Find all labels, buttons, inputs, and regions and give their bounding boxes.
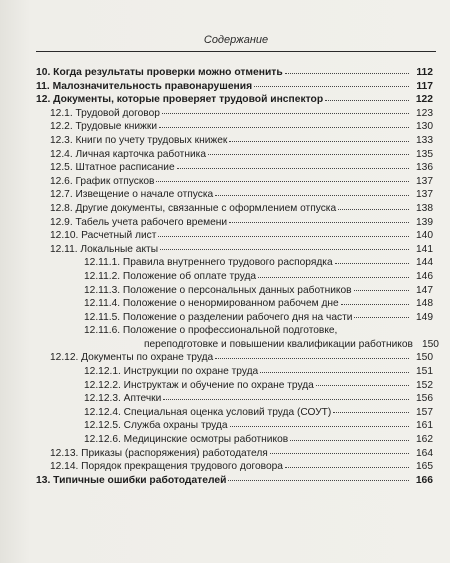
toc-entry [36,419,433,433]
toc-leader-dots [316,385,409,386]
toc-leader-dots [229,222,409,223]
toc-leader-dots [208,154,409,155]
toc-leader-dots [254,86,409,87]
toc-entry-page: 162 [416,434,433,446]
toc-entry [36,216,433,230]
toc-entry-title: 12.14. Порядок прекращения трудового договора [50,461,283,473]
toc-leader-dots [260,372,409,373]
toc-entry-title: 12.8. Другие документы, связанные с оформлением отпуска [50,202,337,214]
toc-leader-dots [229,141,409,142]
toc-entry-page: 150 [416,352,433,364]
toc-leader-dots [230,426,409,427]
toc-entry [36,256,433,270]
toc-leader-dots [215,358,409,359]
toc-entry-page: 140 [416,230,433,242]
toc-entry-title: 12.12. Документы по охране труда [50,352,214,364]
toc-entry-title: 12.2. Трудовые книжки [50,121,158,133]
toc-entry-title: 10. Когда результаты проверки можно отменить [36,67,283,78]
toc-entry [36,243,433,257]
toc-entry [36,297,433,311]
toc-entry-title: 12.5. Штатное расписание [50,162,175,174]
toc-entry-title: 12.11.6. Положение о профессиональной подготовке, [84,325,338,337]
toc-entry-page: 138 [416,202,433,214]
toc-entry [36,93,433,107]
toc-leader-dots [156,181,409,182]
toc-leader-dots [158,236,409,237]
toc-entry [36,107,433,121]
toc-entry-title: 12. Документы, которые проверяет трудовой инспектор [36,94,324,106]
toc-leader-dots [285,467,409,468]
toc-entry-page: 144 [416,257,433,269]
toc-entry-page: 133 [416,134,433,146]
toc-entry-title: 12.11.4. Положение о ненормированном рабочем дне [84,298,339,310]
toc-leader-dots [333,412,409,413]
toc-leader-dots [258,277,409,278]
toc-entry-page: 156 [416,393,433,405]
toc-entry-page: 137 [416,175,433,187]
running-header: Содержание [203,34,269,46]
toc-entry-title: 12.4. Личная карточка работника [50,148,207,160]
toc-entry [36,351,433,365]
toc-entry-page: 137 [416,189,433,201]
toc-entry [36,80,433,94]
toc-entry [36,66,433,80]
toc-leader-dots [325,100,409,101]
toc-entry-page: 148 [416,298,433,310]
toc-entry [36,148,433,162]
toc-leader-dots [215,195,409,196]
toc-entry-page: 150 [421,338,439,350]
toc-entry-title: переподготовке и повышении квалификации работников [144,338,413,350]
toc-entry-title: 12.12.5. Служба охраны труда [84,420,228,432]
toc-entry-title: 12.10. Расчетный лист [50,230,157,242]
toc-entry-title: 12.12.1. Инструкции по охране труда [84,366,259,378]
toc-entry-page: 122 [415,94,433,106]
toc-entry-page: 152 [416,379,433,391]
toc-entry [36,406,433,420]
toc-entry [36,161,433,175]
toc-leader-dots [160,249,409,250]
toc-leader-dots [354,290,409,291]
toc-leader-dots [163,399,409,400]
toc-entry-page: 165 [416,461,433,473]
toc-entry-title: 12.7. Извещение о начале отпуска [50,189,214,201]
toc-entry [36,392,433,406]
toc-entry-page: 141 [416,243,433,255]
toc-entry-title: 12.11. Локальные акты [50,243,159,255]
toc-entry-page: 139 [416,216,433,228]
toc-entry-title: 13. Типичные ошибки работодателей [36,474,227,486]
toc-entry [36,188,433,202]
toc-entry-page: 146 [416,270,433,282]
toc-entry [36,324,433,338]
toc-entry [36,460,433,474]
toc-entry-title: 11. Малозначительность правонарушения [36,80,253,92]
toc-leader-dots [159,127,409,128]
toc-leader-dots [290,440,409,441]
toc-entry-page: 117 [416,80,433,92]
toc-entry [36,447,433,461]
toc-entry-title: 12.9. Табель учета рабочего времени [50,216,228,228]
toc-entry-page: 123 [416,107,433,119]
toc-entry-page: 130 [416,121,433,133]
toc-entry [36,365,433,379]
toc-leader-dots [341,304,409,305]
toc-entry-page: 136 [416,162,433,174]
toc-entry-title: 12.11.3. Положение о персональных данных работников [84,284,352,296]
toc-entry-title: 12.3. Книги по учету трудовых книжек [50,134,228,146]
table-of-contents [36,66,439,487]
toc-entry [36,284,433,298]
toc-entry-page: 157 [416,406,433,418]
toc-entry [36,338,439,352]
toc-entry-page: 149 [416,311,433,323]
toc-entry-title: 12.12.3. Аптечки [84,393,162,405]
toc-entry-page: 166 [415,474,433,486]
toc-leader-dots [354,317,409,318]
toc-entry [36,379,433,393]
toc-leader-dots [285,73,409,74]
toc-entry [36,474,433,488]
toc-entry-title: 12.12.4. Специальная оценка условий труда (СОУТ) [84,406,332,418]
toc-leader-dots [338,209,409,210]
toc-entry [36,433,433,447]
toc-entry-title: 12.11.1. Правила внутреннего трудового распорядка [84,257,333,269]
toc-entry-page: 135 [416,148,433,160]
toc-entry [36,175,433,189]
toc-leader-dots [228,480,409,481]
toc-leader-dots [162,113,409,114]
toc-entry-page: 112 [416,67,433,78]
header-rule [36,51,436,52]
toc-entry-title: 12.1. Трудовой договор [50,107,160,119]
toc-entry [36,311,433,325]
toc-entry-title: 12.12.2. Инструктаж и обучение по охране труда [84,379,314,391]
toc-entry-page: 164 [416,447,433,459]
toc-entry-title: 12.13. Приказы (распоряжения) работодателя [50,447,268,459]
toc-entry [36,229,433,243]
toc-entry-title: 12.11.5. Положение о разделении рабочего дня на части [84,311,353,323]
toc-entry [36,134,433,148]
toc-entry [36,120,433,134]
toc-leader-dots [270,453,409,454]
toc-entry [36,202,433,216]
toc-entry-page: 151 [416,366,433,378]
toc-entry-title: 12.6. График отпусков [50,175,155,187]
toc-leader-dots [335,263,409,264]
toc-entry-page: 161 [416,420,433,432]
toc-entry-page: 147 [416,284,433,296]
toc-entry-title: 12.11.2. Положение об оплате труда [84,270,257,282]
toc-entry-title: 12.12.6. Медицинские осмотры работников [84,434,289,446]
toc-entry [36,270,433,284]
toc-leader-dots [177,168,409,169]
